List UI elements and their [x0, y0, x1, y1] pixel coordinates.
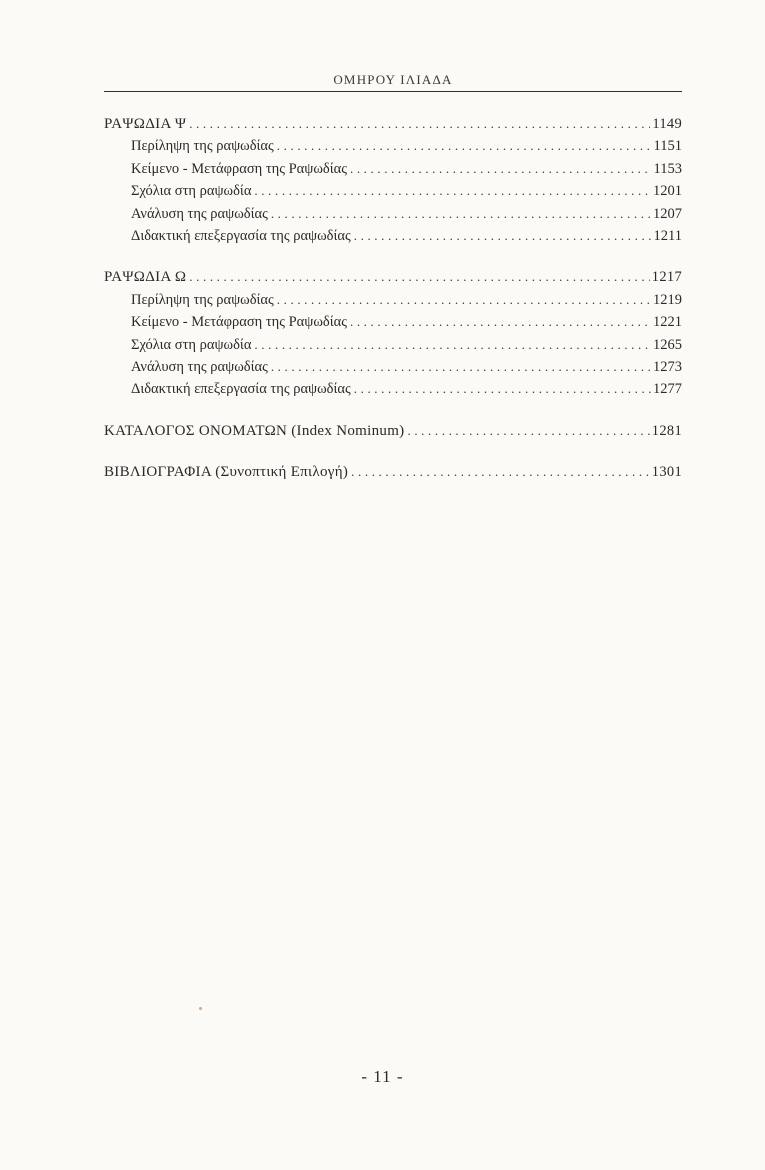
- toc-sub-entry: [104, 289, 682, 311]
- toc-sub-entry: [104, 158, 682, 180]
- toc-main-entry: [104, 266, 682, 288]
- toc-entry-title: ΡΑΨΩΔΙΑ Ω: [104, 269, 187, 286]
- toc-entry-title: ΒΙΒΛΙΟΓΡΑΦΙΑ (Συνοπτική Επιλογή): [104, 464, 349, 481]
- toc-sub-entry: [104, 334, 682, 356]
- toc-entry-page: 1211: [653, 227, 682, 244]
- toc-sub-entry: [104, 225, 682, 247]
- toc-entry-page: 1207: [653, 205, 682, 222]
- dot-leader: [351, 461, 650, 483]
- toc-sub-entry: [104, 180, 682, 202]
- toc-entry-title: Σχόλια στη ραψωδία: [131, 336, 252, 353]
- header-rule: [104, 91, 682, 92]
- table-of-contents: [104, 113, 682, 483]
- toc-entry-title: Κείμενο - Μετάφραση της Ραψωδίας: [131, 160, 347, 177]
- dot-leader: [189, 113, 650, 135]
- toc-entry-title: Ανάλυση της ραψωδίας: [131, 358, 268, 375]
- toc-sub-entry: [104, 135, 682, 157]
- toc-sub-entry: [104, 378, 682, 400]
- dot-leader: [271, 356, 651, 378]
- toc-entry-page: 1273: [653, 358, 682, 375]
- toc-sub-entry: [104, 311, 682, 333]
- paper-speck: [199, 1007, 202, 1010]
- dot-leader: [271, 203, 651, 225]
- toc-entry-title: Περίληψη της ραψωδίας: [131, 291, 274, 308]
- page-number: - 11 -: [361, 1067, 404, 1086]
- dot-leader: [189, 266, 650, 288]
- toc-section-bibliography: [104, 461, 682, 483]
- dot-leader: [277, 289, 651, 311]
- toc-main-entry: [104, 113, 682, 135]
- running-head: ΟΜΗΡΟΥ ΙΛΙΑΔΑ: [333, 72, 453, 87]
- toc-entry-page: 1151: [653, 138, 682, 155]
- toc-entry-page: 1301: [651, 464, 682, 481]
- toc-section-rhapsody-omega: [104, 266, 682, 400]
- dot-leader: [254, 180, 651, 202]
- toc-entry-page: 1153: [653, 160, 682, 177]
- toc-sub-entry: [104, 356, 682, 378]
- toc-main-entry: [104, 420, 682, 442]
- toc-entry-title: Διδακτική επεξεργασία της ραψωδίας: [131, 381, 351, 398]
- toc-section-rhapsody-psi: [104, 113, 682, 247]
- dot-leader: [354, 378, 651, 400]
- toc-entry-title: Περίληψη της ραψωδίας: [131, 138, 274, 155]
- toc-entry-page: 1277: [653, 381, 682, 398]
- dot-leader: [277, 135, 652, 157]
- dot-leader: [407, 420, 649, 442]
- toc-entry-title: Κείμενο - Μετάφραση της Ραψωδίας: [131, 314, 347, 331]
- toc-entry-title: Διδακτική επεξεργασία της ραψωδίας: [131, 227, 351, 244]
- toc-main-entry: [104, 461, 682, 483]
- toc-section-index-nominum: [104, 420, 682, 442]
- dot-leader: [254, 334, 651, 356]
- toc-entry-title: ΡΑΨΩΔΙΑ Ψ: [104, 116, 187, 132]
- toc-sub-entry: [104, 203, 682, 225]
- toc-entry-page: 1281: [651, 422, 682, 439]
- dot-leader: [350, 311, 651, 333]
- toc-entry-page: 1149: [652, 116, 682, 132]
- toc-entry-page: 1221: [653, 314, 682, 331]
- toc-entry-page: 1201: [653, 183, 682, 200]
- toc-entry-title: ΚΑΤΑΛΟΓΟΣ ΟΝΟΜΑΤΩΝ (Index Nominum): [104, 422, 405, 439]
- toc-entry-page: 1219: [653, 291, 682, 308]
- toc-entry-page: 1265: [653, 336, 682, 353]
- dot-leader: [354, 225, 652, 247]
- toc-entry-title: Σχόλια στη ραψωδία: [131, 183, 252, 200]
- toc-entry-title: Ανάλυση της ραψωδίας: [131, 205, 268, 222]
- toc-entry-page: 1217: [651, 269, 682, 286]
- dot-leader: [350, 158, 652, 180]
